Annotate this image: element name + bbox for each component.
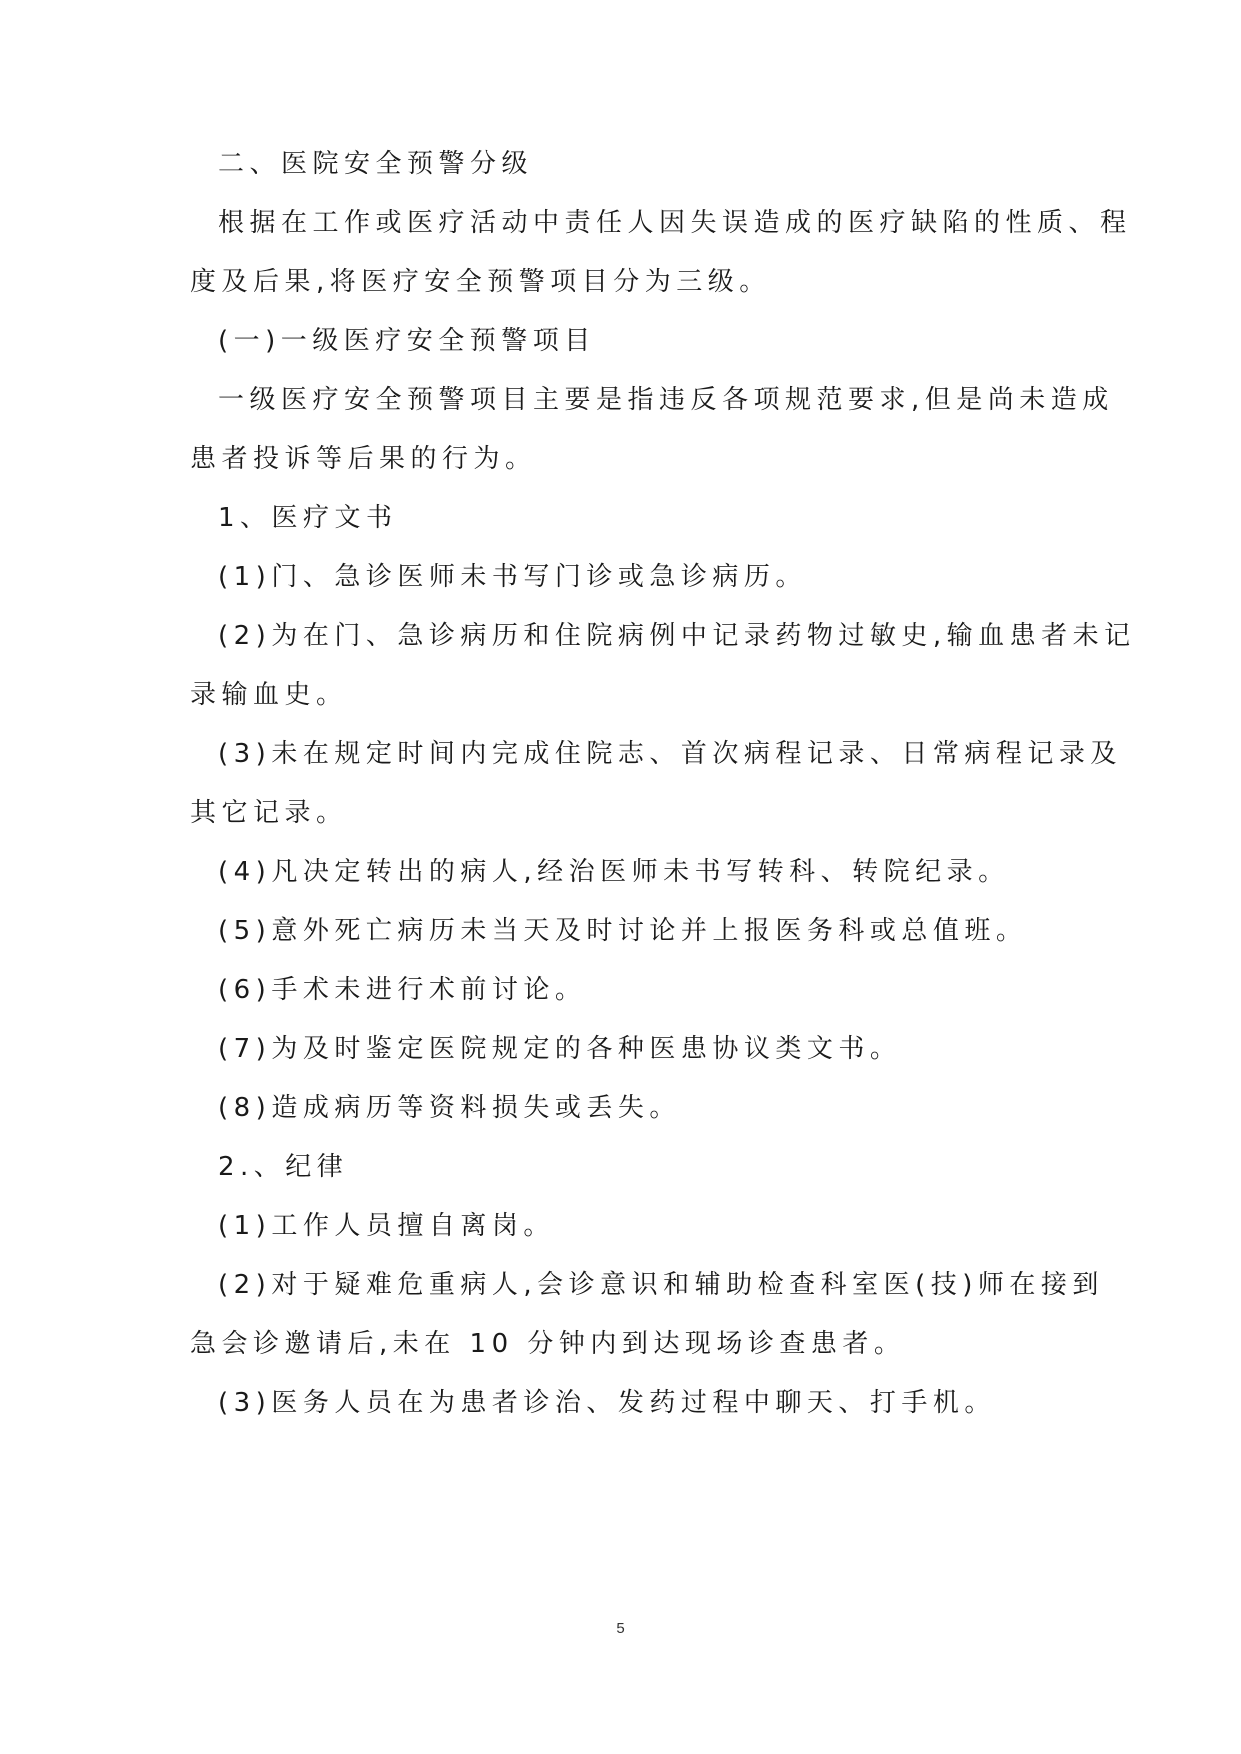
list-item-continuation: 录输血史。 (190, 680, 348, 710)
list-item: (5)意外死亡病历未当天及时讨论并上报医务科或总值班。 (218, 916, 1028, 946)
list-item: (8)造成病历等资料损失或丢失。 (218, 1093, 681, 1123)
list-item: (2)为在门、急诊病历和住院病例中记录药物过敏史,输血患者未记 (218, 621, 1136, 651)
list-item: (3)医务人员在为患者诊治、发药过程中聊天、打手机。 (218, 1388, 996, 1418)
paragraph-line: 一级医疗安全预警项目主要是指违反各项规范要求,但是尚未造成 (218, 385, 1114, 415)
list-item-continuation: 急会诊邀请后,未在 10 分钟内到达现场诊查患者。 (190, 1329, 906, 1359)
item-heading: 2.、纪律 (218, 1152, 349, 1182)
list-item: (3)未在规定时间内完成住院志、首次病程记录、日常病程记录及 (218, 739, 1122, 769)
list-item: (1)工作人员擅自离岗。 (218, 1211, 555, 1241)
item-heading: 1、医疗文书 (218, 503, 398, 533)
list-item: (2)对于疑难危重病人,会诊意识和辅助检查科室医(技)师在接到 (218, 1270, 1104, 1300)
subsection-heading: (一)一级医疗安全预警项目 (218, 326, 596, 356)
list-item: (7)为及时鉴定医院规定的各种医患协议类文书。 (218, 1034, 902, 1064)
section-heading: 二、医院安全预警分级 (218, 149, 534, 179)
paragraph-line: 患者投诉等后果的行为。 (190, 444, 537, 474)
list-item: (4)凡决定转出的病人,经治医师未书写转科、转院纪录。 (218, 857, 1010, 887)
page-number: 5 (616, 1620, 625, 1637)
paragraph-line: 度及后果,将医疗安全预警项目分为三级。 (190, 267, 771, 297)
list-item-continuation: 其它记录。 (190, 798, 348, 828)
paragraph-line: 根据在工作或医疗活动中责任人因失误造成的医疗缺陷的性质、程 (218, 208, 1132, 238)
list-item: (1)门、急诊医师未书写门诊或急诊病历。 (218, 562, 807, 592)
list-item: (6)手术未进行术前讨论。 (218, 975, 587, 1005)
